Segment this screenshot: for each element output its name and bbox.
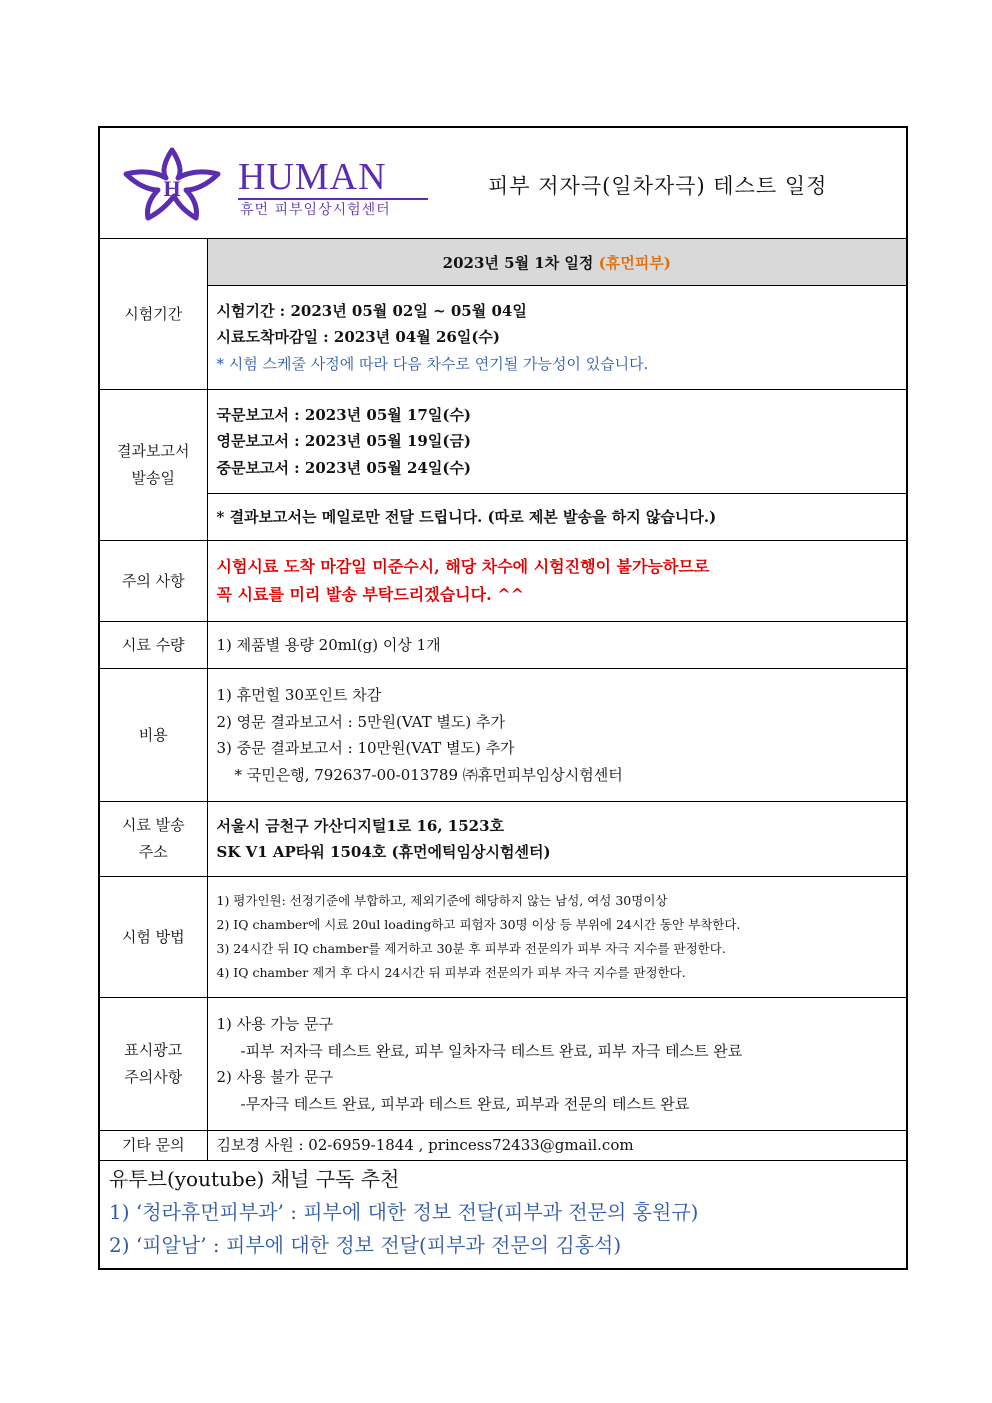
sample-qty-label: 시료 수량	[99, 622, 207, 669]
report-label-line1: 결과보고서	[117, 442, 190, 460]
address-line1: 서울시 금천구 가산디지털1로 16, 1523호	[216, 816, 505, 835]
korean-report-date: 국문보고서 : 2023년 05월 17일(수)	[216, 405, 472, 424]
test-period-content	[207, 286, 907, 390]
report-label-line2: 발송일	[131, 469, 175, 487]
advert-label-line2: 주의사항	[124, 1068, 183, 1086]
youtube-title: 유투브(youtube) 채널 구독 추천	[109, 1167, 400, 1191]
method-item: 4) IQ chamber 제거 후 다시 24시간 뒤 피부과 전문의가 피부 자극 지수를 판정한다.	[216, 965, 686, 980]
caution-content	[207, 541, 907, 622]
cost-content	[207, 669, 907, 802]
forbidden-text: -무자극 테스트 완료, 피부과 테스트 완료, 피부과 전문의 테스트 완료	[240, 1094, 690, 1113]
schedule-header-main: 2023년 5월 1차 일정	[442, 253, 594, 272]
caution-label: 주의 사항	[99, 541, 207, 622]
report-dates	[207, 390, 907, 494]
english-report-date: 영문보고서 : 2023년 05월 19일(금)	[216, 432, 472, 451]
advert-content	[207, 998, 907, 1131]
caution-line1: 시험시료 도착 마감일 미준수시, 해당 차수에 시험진행이 불가능하므로	[216, 557, 710, 576]
method-content	[207, 877, 907, 998]
cost-item: 1) 휴먼힐 30포인트 차감	[216, 686, 382, 704]
brand-subtitle: 휴먼 피부임상시험센터	[240, 202, 391, 218]
allowed-text: -피부 저자극 테스트 완료, 피부 일차자극 테스트 완료, 피부 자극 테스트 완료	[240, 1041, 743, 1060]
method-item: 2) IQ chamber에 시료 20ul loading하고 피험자 30명 이상 등 부위에 24시간 동안 부착한다.	[216, 917, 741, 932]
chinese-report-date: 중문보고서 : 2023년 05월 24일(수)	[216, 458, 472, 477]
address-content	[207, 802, 907, 877]
advert-label	[99, 998, 207, 1131]
method-label: 시험 방법	[99, 877, 207, 998]
youtube-section	[99, 1161, 907, 1270]
document-header	[99, 127, 907, 239]
contact-text: 김보경 사원 : 02-6959-1844 , princess72433@gmail.com	[207, 1131, 907, 1161]
address-label	[99, 802, 207, 877]
address-line2: SK V1 AP타워 1504호 (휴먼에틱임상시험센터)	[216, 843, 551, 861]
caution-line2: 꼭 시료를 미리 발송 부탁드리겠습니다. ^^	[216, 585, 525, 604]
schedule-header-note: (휴먼피부)	[598, 253, 671, 272]
contact-label: 기타 문의	[99, 1131, 207, 1161]
document-sheet	[98, 126, 906, 1270]
bank-account: * 국민은행, 792637-00-013789 ㈜휴먼피부임상시험센터	[234, 765, 623, 784]
svg-text:H: H	[163, 176, 181, 201]
schedule-table	[98, 126, 908, 1270]
youtube-channel: 2) ‘피알남’ : 피부에 대한 정보 전달(피부과 전문의 김홍석)	[109, 1233, 622, 1257]
cost-item: 2) 영문 결과보고서 : 5만원(VAT 별도) 추가	[216, 712, 506, 731]
advert-label-line1: 표시광고	[124, 1041, 183, 1059]
allowed-title: 1) 사용 가능 문구	[216, 1015, 334, 1033]
brand-name: HUMAN	[238, 156, 387, 198]
flower-logo-icon	[122, 146, 222, 222]
sample-deadline: 시료도착마감일 : 2023년 04월 26일(수)	[216, 328, 501, 347]
sample-qty-text: 1) 제품별 용량 20ml(g) 이상 1개	[207, 622, 907, 669]
method-item: 3) 24시간 뒤 IQ chamber를 제거하고 30분 후 피부과 전문의가 피부 자극 지수를 판정한다.	[216, 941, 726, 956]
delay-notice: * 시험 스케줄 사정에 따라 다음 차수로 연기될 가능성이 있습니다.	[216, 354, 649, 373]
schedule-header	[207, 239, 907, 286]
cost-item: 3) 중문 결과보고서 : 10만원(VAT 별도) 추가	[216, 739, 515, 757]
test-period-label: 시험기간	[99, 239, 207, 390]
youtube-channel: 1) ‘청라휴먼피부과’ : 피부에 대한 정보 전달(피부과 전문의 홍원규)	[109, 1200, 699, 1224]
report-note: * 결과보고서는 메일로만 전달 드립니다. (따로 제본 발송을 하지 않습니다.)	[207, 494, 907, 541]
address-label-line1: 시료 발송	[121, 816, 185, 834]
page-title: 피부 저자극(일차자극) 테스트 일정	[488, 174, 828, 198]
cost-label: 비용	[99, 669, 207, 802]
method-item: 1) 평가인원: 선정기준에 부합하고, 제외기준에 해당하지 않는 남성, 여성 30명이상	[216, 893, 668, 908]
address-label-line2: 주소	[138, 843, 168, 861]
report-label	[99, 390, 207, 541]
forbidden-title: 2) 사용 불가 문구	[216, 1068, 334, 1086]
test-period-dates: 시험기간 : 2023년 05월 02일 ~ 05월 04일	[216, 301, 527, 320]
